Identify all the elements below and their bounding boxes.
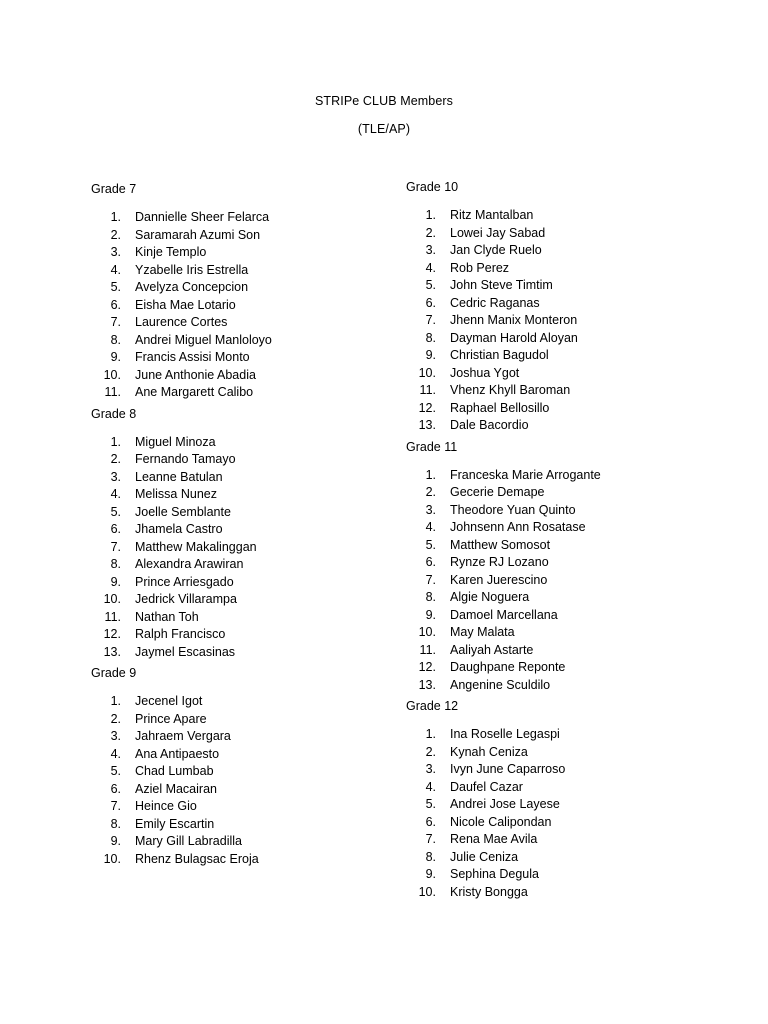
- member-name: Leanne Batulan: [135, 469, 223, 484]
- member-item: [91, 384, 381, 402]
- member-item: [91, 262, 381, 280]
- member-number: 11.: [419, 642, 436, 657]
- member-item: [91, 833, 381, 851]
- member-name: Saramarah Azumi Son: [135, 227, 261, 242]
- member-item: [91, 574, 381, 592]
- member-number: 12.: [103, 627, 121, 641]
- member-name: Laurence Cortes: [135, 315, 228, 329]
- member-name: John Steve Timtim: [450, 278, 553, 292]
- member-name: Eisha Mae Lotario: [135, 297, 236, 312]
- grade-heading: Grade 9: [91, 666, 137, 680]
- member-item: [406, 831, 706, 849]
- member-item: [91, 314, 381, 332]
- member-item: [91, 781, 381, 799]
- document-title: STRIPe CLUB Members: [314, 94, 454, 108]
- member-list: [406, 467, 706, 695]
- member-item: [406, 779, 706, 797]
- member-name: Algie Noguera: [450, 590, 530, 604]
- member-number: 4.: [110, 487, 121, 501]
- member-item: [91, 711, 381, 729]
- member-item: [406, 382, 706, 400]
- member-name: Ane Margarett Calibo: [135, 385, 254, 399]
- member-number: 8.: [110, 557, 121, 571]
- member-item: [91, 644, 381, 662]
- member-number: 4.: [425, 779, 436, 794]
- member-number: 7.: [110, 799, 121, 813]
- member-name: Jahraem Vergara: [135, 729, 231, 743]
- member-item: [406, 659, 706, 677]
- member-item: [406, 347, 706, 365]
- member-name: Chad Lumbab: [135, 764, 214, 778]
- member-item: [406, 677, 706, 695]
- member-number: 7.: [425, 313, 436, 327]
- member-number: 5.: [110, 764, 121, 778]
- member-number: 11.: [104, 609, 121, 624]
- member-item: [406, 330, 706, 348]
- member-number: 8.: [110, 816, 121, 831]
- member-number: 8.: [425, 849, 436, 864]
- member-number: 9.: [110, 350, 121, 364]
- member-name: Rhenz Bulagsac Eroja: [135, 851, 259, 866]
- member-number: 9.: [110, 834, 121, 848]
- member-name: Andrei Jose Layese: [450, 797, 560, 811]
- member-item: [91, 816, 381, 834]
- member-number: 9.: [425, 867, 436, 881]
- member-item: [406, 242, 706, 260]
- member-item: [91, 798, 381, 816]
- member-number: 4.: [425, 520, 436, 534]
- member-name: Daughpane Reponte: [450, 660, 566, 674]
- member-item: [91, 332, 381, 350]
- member-name: Ina Roselle Legaspi: [450, 727, 560, 741]
- member-item: [406, 866, 706, 884]
- member-number: 2.: [110, 711, 121, 726]
- member-name: Francis Assisi Monto: [135, 350, 250, 364]
- member-name: Jhamela Castro: [135, 522, 223, 536]
- member-item: [406, 295, 706, 313]
- member-number: 13.: [418, 677, 436, 692]
- member-item: [406, 849, 706, 867]
- grade-heading: Grade 7: [91, 182, 137, 196]
- member-name: Ana Antipaesto: [135, 746, 220, 761]
- member-list: [406, 726, 706, 901]
- member-number: 3.: [425, 762, 436, 776]
- member-name: Kristy Bongga: [450, 884, 528, 899]
- member-number: 3.: [425, 502, 436, 517]
- member-name: Andrei Miguel Manloloyo: [135, 332, 272, 347]
- member-name: Aziel Macairan: [135, 781, 217, 796]
- member-name: Nathan Toh: [135, 609, 199, 624]
- member-item: [406, 484, 706, 502]
- member-name: Raphael Bellosillo: [450, 400, 550, 415]
- grade-heading: Grade 8: [91, 406, 137, 421]
- member-item: [406, 467, 706, 485]
- member-item: [91, 504, 381, 522]
- member-item: [406, 260, 706, 278]
- member-name: Melissa Nunez: [135, 487, 217, 501]
- grade-heading: Grade 12: [406, 699, 459, 713]
- member-item: [91, 763, 381, 781]
- member-list: [91, 693, 381, 868]
- member-number: 9.: [110, 574, 121, 589]
- member-item: [406, 365, 706, 383]
- member-number: 5.: [110, 280, 121, 294]
- member-name: Ivyn June Caparroso: [450, 762, 566, 776]
- member-item: [406, 400, 706, 418]
- member-item: [406, 589, 706, 607]
- member-name: Ritz Mantalban: [450, 208, 534, 222]
- member-item: [91, 728, 381, 746]
- grade-section: [406, 179, 706, 435]
- member-item: [406, 607, 706, 625]
- member-number: 7.: [110, 315, 121, 329]
- member-item: [91, 591, 381, 609]
- member-list: [406, 207, 706, 435]
- member-number: 1.: [110, 210, 121, 224]
- member-item: [91, 556, 381, 574]
- member-number: 1.: [425, 208, 436, 222]
- member-list: [91, 434, 381, 662]
- member-name: Christian Bagudol: [450, 348, 549, 362]
- member-number: 5.: [425, 278, 436, 292]
- member-item: [406, 312, 706, 330]
- member-number: 7.: [425, 572, 436, 587]
- member-name: Joelle Semblante: [135, 504, 231, 519]
- member-name: Dale Bacordio: [450, 418, 529, 432]
- member-number: 3.: [425, 243, 436, 257]
- member-number: 4.: [425, 260, 436, 275]
- member-item: [91, 469, 381, 487]
- member-number: 3.: [110, 469, 121, 484]
- member-number: 7.: [110, 539, 121, 554]
- member-name: Cedric Raganas: [450, 295, 540, 310]
- member-number: 6.: [425, 295, 436, 310]
- member-item: [406, 884, 706, 902]
- member-item: [91, 349, 381, 367]
- member-item: [406, 537, 706, 555]
- member-number: 12.: [418, 660, 436, 674]
- member-name: Theodore Yuan Quinto: [450, 502, 576, 517]
- member-item: [91, 693, 381, 711]
- grade-heading: Grade 11: [406, 439, 458, 454]
- member-number: 6.: [110, 522, 121, 536]
- member-name: Jecenel Igot: [135, 694, 203, 708]
- member-name: Matthew Makalinggan: [135, 539, 257, 554]
- member-number: 2.: [110, 227, 121, 242]
- member-number: 6.: [110, 297, 121, 312]
- member-number: 11.: [104, 385, 121, 399]
- member-item: [406, 572, 706, 590]
- member-name: Lowei Jay Sabad: [450, 225, 546, 240]
- member-number: 5.: [425, 797, 436, 811]
- member-number: 1.: [425, 727, 436, 741]
- member-number: 1.: [110, 434, 121, 449]
- member-name: Rynze RJ Lozano: [450, 555, 549, 569]
- member-number: 13.: [103, 644, 121, 659]
- member-item: [406, 796, 706, 814]
- member-name: Daufel Cazar: [450, 779, 523, 794]
- member-number: 10.: [103, 851, 121, 866]
- member-name: Damoel Marcellana: [450, 607, 558, 622]
- member-item: [406, 761, 706, 779]
- member-name: Avelyza Concepcion: [135, 280, 249, 294]
- member-item: [91, 451, 381, 469]
- member-item: [91, 851, 381, 869]
- member-number: 12.: [418, 400, 436, 415]
- member-name: Vhenz Khyll Baroman: [450, 383, 571, 397]
- member-name: Heince Gio: [135, 799, 197, 813]
- member-number: 10.: [418, 365, 436, 380]
- member-item: [91, 297, 381, 315]
- member-number: 11.: [419, 383, 436, 397]
- member-item: [91, 626, 381, 644]
- member-number: 1.: [110, 694, 121, 708]
- member-item: [406, 417, 706, 435]
- member-item: [406, 744, 706, 762]
- member-name: Nicole Calipondan: [450, 814, 552, 829]
- member-name: June Anthonie Abadia: [135, 367, 256, 382]
- member-number: 6.: [425, 555, 436, 569]
- member-name: Aaliyah Astarte: [450, 642, 534, 657]
- member-name: Jan Clyde Ruelo: [450, 243, 542, 257]
- member-item: [91, 539, 381, 557]
- member-number: 8.: [425, 590, 436, 604]
- member-name: Prince Apare: [135, 711, 207, 726]
- grade-heading: Grade 10: [406, 180, 459, 194]
- grade-section: [406, 439, 706, 695]
- member-number: 5.: [425, 537, 436, 552]
- member-item: [91, 227, 381, 245]
- member-name: Alexandra Arawiran: [135, 557, 244, 571]
- member-item: [406, 642, 706, 660]
- member-name: Dayman Harold Aloyan: [450, 330, 578, 345]
- member-name: Joshua Ygot: [450, 365, 520, 380]
- member-name: Gecerie Demape: [450, 485, 545, 499]
- member-number: 10.: [418, 625, 436, 639]
- member-name: Kinje Templo: [135, 245, 207, 259]
- right-column: [406, 179, 706, 905]
- member-name: Matthew Somosot: [450, 537, 551, 552]
- member-name: Franceska Marie Arrogante: [450, 467, 601, 482]
- member-item: [91, 434, 381, 452]
- member-name: Angenine Sculdilo: [450, 677, 551, 692]
- member-name: Fernando Tamayo: [135, 452, 236, 466]
- member-number: 10.: [418, 884, 436, 899]
- member-number: 3.: [110, 245, 121, 259]
- member-item: [406, 519, 706, 537]
- member-item: [406, 624, 706, 642]
- member-number: 1.: [425, 467, 436, 482]
- member-name: Julie Ceniza: [450, 849, 519, 864]
- member-number: 6.: [425, 814, 436, 829]
- grade-section: [406, 698, 706, 901]
- document-subtitle: (TLE/AP): [357, 122, 411, 136]
- member-name: Dannielle Sheer Felarca: [135, 210, 270, 224]
- member-name: Yzabelle Iris Estrella: [135, 262, 249, 277]
- member-number: 2.: [425, 225, 436, 240]
- member-item: [91, 367, 381, 385]
- member-number: 4.: [110, 746, 121, 761]
- member-name: Kynah Ceniza: [450, 744, 528, 759]
- grade-section: [91, 181, 381, 402]
- member-name: Ralph Francisco: [135, 627, 226, 641]
- member-item: [406, 554, 706, 572]
- member-name: Jaymel Escasinas: [135, 644, 236, 659]
- left-column: [91, 181, 381, 872]
- member-name: Johnsenn Ann Rosatase: [450, 520, 586, 534]
- member-name: May Malata: [450, 625, 515, 639]
- member-number: 2.: [425, 485, 436, 499]
- member-item: [91, 279, 381, 297]
- member-item: [406, 502, 706, 520]
- member-item: [91, 486, 381, 504]
- grade-section: [91, 406, 381, 662]
- member-name: Miguel Minoza: [135, 434, 216, 449]
- member-name: Jedrick Villarampa: [135, 592, 237, 606]
- member-item: [91, 244, 381, 262]
- member-number: 10.: [103, 367, 121, 382]
- member-name: Mary Gill Labradilla: [135, 834, 242, 848]
- member-item: [91, 746, 381, 764]
- member-name: Prince Arriesgado: [135, 574, 234, 589]
- member-number: 9.: [425, 348, 436, 362]
- member-item: [406, 726, 706, 744]
- grade-section: [91, 665, 381, 868]
- member-name: Emily Escartin: [135, 816, 215, 831]
- member-name: Rob Perez: [450, 260, 510, 275]
- member-name: Sephina Degula: [450, 867, 539, 881]
- member-item: [406, 814, 706, 832]
- member-list: [91, 209, 381, 402]
- member-item: [406, 225, 706, 243]
- member-number: 4.: [110, 262, 121, 277]
- member-number: 9.: [425, 607, 436, 622]
- member-item: [406, 207, 706, 225]
- member-number: 3.: [110, 729, 121, 743]
- member-number: 13.: [418, 418, 436, 432]
- member-number: 10.: [103, 592, 121, 606]
- member-item: [91, 521, 381, 539]
- member-name: Karen Juerescino: [450, 572, 548, 587]
- member-item: [91, 609, 381, 627]
- member-number: 2.: [110, 452, 121, 466]
- member-number: 8.: [425, 330, 436, 345]
- member-number: 6.: [110, 781, 121, 796]
- member-item: [406, 277, 706, 295]
- member-number: 2.: [425, 744, 436, 759]
- member-number: 8.: [110, 332, 121, 347]
- member-item: [91, 209, 381, 227]
- member-name: Rena Mae Avila: [450, 832, 538, 846]
- member-number: 7.: [425, 832, 436, 846]
- member-name: Jhenn Manix Monteron: [450, 313, 578, 327]
- member-number: 5.: [110, 504, 121, 519]
